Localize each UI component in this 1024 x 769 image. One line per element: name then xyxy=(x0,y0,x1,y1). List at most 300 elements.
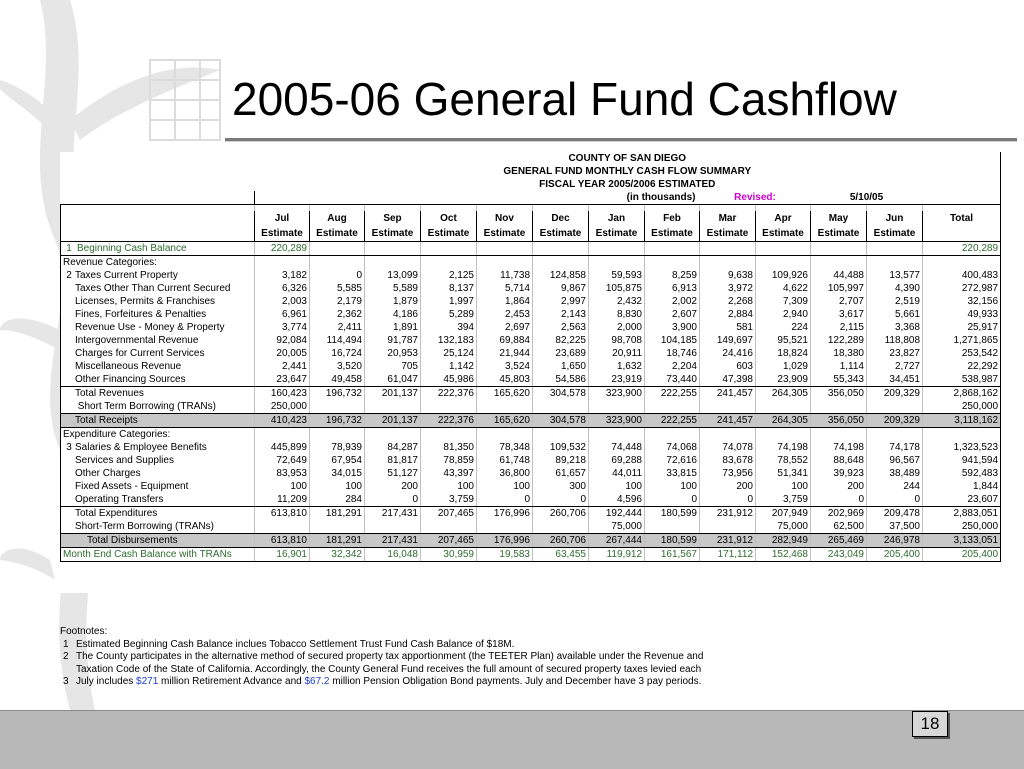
value-cell: 1,323,523 xyxy=(923,441,1001,454)
table-row xyxy=(61,295,1001,308)
row-label-cell xyxy=(61,373,255,387)
value-cell: 30,959 xyxy=(421,548,477,562)
sheet-header-row xyxy=(61,165,1001,178)
value-cell: 16,048 xyxy=(365,548,421,562)
value-cell: 9,638 xyxy=(700,269,756,282)
value-cell: 2,362 xyxy=(310,308,365,321)
value-cell: 196,732 xyxy=(310,414,365,428)
value-cell: 5,714 xyxy=(477,282,533,295)
value-cell: 7,309 xyxy=(756,295,811,308)
value-cell: 81,817 xyxy=(365,454,421,467)
value-cell: 2,115 xyxy=(811,321,867,334)
value-cell: 2,411 xyxy=(310,321,365,334)
value-cell: 2,707 xyxy=(811,295,867,308)
value-cell: 5,661 xyxy=(867,308,923,321)
value-cell: 1,271,865 xyxy=(923,334,1001,347)
value-cell: 1,650 xyxy=(533,360,589,373)
value-cell xyxy=(477,400,533,414)
cash-flow-table xyxy=(60,152,1001,562)
value-cell: 13,577 xyxy=(867,269,923,282)
value-cell: 25,124 xyxy=(421,347,477,360)
value-cell: 1,891 xyxy=(365,321,421,334)
value-cell: 3,759 xyxy=(756,493,811,507)
footnote-text: July includes xyxy=(76,676,137,688)
row-label-cell xyxy=(61,480,255,493)
value-cell: 3,774 xyxy=(255,321,310,334)
value-cell: 3,133,051 xyxy=(923,534,1001,548)
value-cell: 264,305 xyxy=(756,414,811,428)
row-label-cell xyxy=(61,360,255,373)
footnotes xyxy=(60,626,760,689)
value-cell: 253,542 xyxy=(923,347,1001,360)
value-cell: 6,326 xyxy=(255,282,310,295)
table-row xyxy=(61,534,1001,548)
value-cell: 4,596 xyxy=(589,493,645,507)
value-cell xyxy=(645,520,700,534)
value-cell xyxy=(645,400,700,414)
footnotes-heading: Footnotes: xyxy=(60,626,108,637)
value-cell xyxy=(645,242,700,256)
footnote-text: Estimated Beginning Cash Balance inclues Tobacco Settlement Trust Fund Cash Balance of $18M. xyxy=(76,638,515,650)
value-cell xyxy=(310,520,365,534)
table-row xyxy=(61,548,1001,562)
column-header-month: Feb xyxy=(645,211,700,226)
row-label: Fines, Forfeitures & Penalties xyxy=(75,309,207,320)
value-cell: 260,706 xyxy=(533,507,589,521)
value-cell: 323,900 xyxy=(589,387,645,401)
value-cell: 2,441 xyxy=(255,360,310,373)
value-cell: 603 xyxy=(700,360,756,373)
value-cell: 2,727 xyxy=(867,360,923,373)
slide-footer-bar xyxy=(0,710,1024,769)
value-cell: 74,198 xyxy=(756,441,811,454)
value-cell: 104,185 xyxy=(645,334,700,347)
value-cell: 22,292 xyxy=(923,360,1001,373)
row-label-cell xyxy=(61,414,255,428)
row-number: 3 xyxy=(66,442,72,453)
value-cell xyxy=(421,428,477,442)
column-header-row xyxy=(61,226,1001,242)
row-label: Revenue Use - Money & Property xyxy=(75,322,225,333)
value-cell: 54,586 xyxy=(533,373,589,387)
value-cell xyxy=(756,256,811,270)
table-row xyxy=(61,520,1001,534)
value-cell: 250,000 xyxy=(923,520,1001,534)
value-cell: 73,440 xyxy=(645,373,700,387)
value-cell: 3,900 xyxy=(645,321,700,334)
value-cell: 23,919 xyxy=(589,373,645,387)
value-cell: 132,183 xyxy=(421,334,477,347)
value-cell: 13,099 xyxy=(365,269,421,282)
value-cell: 100 xyxy=(310,480,365,493)
value-cell: 89,218 xyxy=(533,454,589,467)
value-cell: 2,002 xyxy=(645,295,700,308)
value-cell xyxy=(477,242,533,256)
value-cell xyxy=(867,400,923,414)
value-cell: 222,255 xyxy=(645,414,700,428)
value-cell: 33,815 xyxy=(645,467,700,480)
row-label: Total Disbursements xyxy=(87,535,178,546)
value-cell: 100 xyxy=(645,480,700,493)
value-cell xyxy=(589,256,645,270)
value-cell: 581 xyxy=(700,321,756,334)
value-cell xyxy=(365,520,421,534)
footnote-number: 2 xyxy=(63,651,69,663)
row-label-cell xyxy=(61,520,255,534)
column-header-month: May xyxy=(811,211,867,226)
value-cell xyxy=(533,428,589,442)
row-label: Month End Cash Balance with TRANs xyxy=(63,549,232,560)
footnote-number: 3 xyxy=(63,676,69,688)
column-header-month: Jun xyxy=(867,211,923,226)
value-cell: 75,000 xyxy=(756,520,811,534)
value-cell: 63,455 xyxy=(533,548,589,562)
value-cell: 61,657 xyxy=(533,467,589,480)
value-cell: 8,830 xyxy=(589,308,645,321)
value-cell: 202,969 xyxy=(811,507,867,521)
value-cell: 2,697 xyxy=(477,321,533,334)
column-header-estimate: Estimate xyxy=(421,226,477,242)
column-header-month: Total xyxy=(923,211,1001,226)
value-cell xyxy=(589,400,645,414)
footnote-text: million Pension Obligation Bond payments. July and December have 3 pay periods. xyxy=(329,676,702,688)
value-cell: 3,759 xyxy=(421,493,477,507)
footnote-number: 1 xyxy=(63,638,69,650)
row-label: Other Financing Sources xyxy=(75,374,186,385)
value-cell xyxy=(255,428,310,442)
value-cell xyxy=(365,256,421,270)
sheet-header-line: COUNTY OF SAN DIEGO xyxy=(255,152,1001,165)
column-header-month: Jan xyxy=(589,211,645,226)
value-cell: 34,015 xyxy=(310,467,365,480)
value-cell: 2,179 xyxy=(310,295,365,308)
value-cell: 3,524 xyxy=(477,360,533,373)
footnote-2-continued xyxy=(60,664,760,677)
header-spacer xyxy=(923,191,1001,205)
value-cell: 49,933 xyxy=(923,308,1001,321)
value-cell: 72,649 xyxy=(255,454,310,467)
value-cell: 83,953 xyxy=(255,467,310,480)
value-cell: 92,084 xyxy=(255,334,310,347)
value-cell: 118,808 xyxy=(867,334,923,347)
value-cell: 323,900 xyxy=(589,414,645,428)
row-label: Charges for Current Services xyxy=(75,348,205,359)
value-cell: 222,376 xyxy=(421,387,477,401)
value-cell: 201,137 xyxy=(365,414,421,428)
footnote-3 xyxy=(60,676,760,689)
footnote-1 xyxy=(60,639,760,652)
value-cell: 61,047 xyxy=(365,373,421,387)
value-cell: 74,198 xyxy=(811,441,867,454)
table-row xyxy=(61,400,1001,414)
footnote-text: million Retirement Advance and xyxy=(158,676,305,688)
value-cell: 4,622 xyxy=(756,282,811,295)
value-cell: 149,697 xyxy=(700,334,756,347)
value-cell: 394 xyxy=(421,321,477,334)
value-cell xyxy=(811,428,867,442)
value-cell: 284 xyxy=(310,493,365,507)
value-cell: 241,457 xyxy=(700,414,756,428)
value-cell xyxy=(645,256,700,270)
value-cell: 78,859 xyxy=(421,454,477,467)
footnote-amount-pension: $67.2 xyxy=(304,676,330,688)
value-cell: 105,997 xyxy=(811,282,867,295)
value-cell: 55,343 xyxy=(811,373,867,387)
value-cell: 224 xyxy=(756,321,811,334)
value-cell: 5,585 xyxy=(310,282,365,295)
cash-flow-spreadsheet xyxy=(60,152,1000,593)
value-cell: 16,724 xyxy=(310,347,365,360)
units-label: (in thousands) xyxy=(255,191,700,205)
value-cell xyxy=(365,242,421,256)
value-cell: 3,972 xyxy=(700,282,756,295)
value-cell: 21,944 xyxy=(477,347,533,360)
value-cell: 0 xyxy=(365,493,421,507)
value-cell: 1,844 xyxy=(923,480,1001,493)
value-cell: 1,029 xyxy=(756,360,811,373)
value-cell: 88,648 xyxy=(811,454,867,467)
value-cell: 250,000 xyxy=(923,400,1001,414)
value-cell: 11,209 xyxy=(255,493,310,507)
value-cell xyxy=(477,520,533,534)
value-cell xyxy=(533,256,589,270)
value-cell: 165,620 xyxy=(477,387,533,401)
value-cell: 72,616 xyxy=(645,454,700,467)
value-cell: 300 xyxy=(533,480,589,493)
value-cell: 222,255 xyxy=(645,387,700,401)
value-cell xyxy=(421,520,477,534)
column-header-spacer xyxy=(61,226,255,242)
value-cell: 217,431 xyxy=(365,534,421,548)
row-label-cell xyxy=(61,507,255,521)
value-cell: 122,289 xyxy=(811,334,867,347)
value-cell: 75,000 xyxy=(589,520,645,534)
value-cell: 100 xyxy=(756,480,811,493)
row-label-cell xyxy=(61,269,255,282)
value-cell: 356,050 xyxy=(811,414,867,428)
column-header-estimate: Estimate xyxy=(589,226,645,242)
table-row xyxy=(61,269,1001,282)
value-cell xyxy=(923,428,1001,442)
value-cell: 8,259 xyxy=(645,269,700,282)
value-cell: 0 xyxy=(533,493,589,507)
value-cell: 176,996 xyxy=(477,534,533,548)
value-cell: 69,884 xyxy=(477,334,533,347)
footnote-amount-retirement: $271 xyxy=(136,676,159,688)
value-cell xyxy=(756,242,811,256)
value-cell: 2,204 xyxy=(645,360,700,373)
value-cell xyxy=(700,428,756,442)
value-cell: 217,431 xyxy=(365,507,421,521)
table-row xyxy=(61,347,1001,360)
value-cell: 20,911 xyxy=(589,347,645,360)
value-cell: 246,978 xyxy=(867,534,923,548)
row-label: Short Term Borrowing (TRANs) xyxy=(75,401,216,412)
value-cell: 231,912 xyxy=(700,534,756,548)
value-cell: 83,678 xyxy=(700,454,756,467)
column-header-estimate: Estimate xyxy=(365,226,421,242)
value-cell: 205,400 xyxy=(923,548,1001,562)
value-cell: 32,156 xyxy=(923,295,1001,308)
value-cell xyxy=(867,428,923,442)
value-cell xyxy=(533,242,589,256)
value-cell: 265,469 xyxy=(811,534,867,548)
value-cell: 82,225 xyxy=(533,334,589,347)
column-header-month: Aug xyxy=(310,211,365,226)
value-cell: 98,708 xyxy=(589,334,645,347)
value-cell xyxy=(923,256,1001,270)
slide-title: 2005-06 General Fund Cashflow xyxy=(232,73,897,125)
table-row xyxy=(61,256,1001,270)
row-label: Beginning Cash Balance xyxy=(77,243,187,254)
value-cell: 0 xyxy=(645,493,700,507)
value-cell: 18,746 xyxy=(645,347,700,360)
row-label: Total Revenues xyxy=(75,388,144,399)
value-cell: 2,143 xyxy=(533,308,589,321)
value-cell: 400,483 xyxy=(923,269,1001,282)
table-row xyxy=(61,242,1001,256)
value-cell: 2,453 xyxy=(477,308,533,321)
header-spacer xyxy=(61,165,255,178)
row-label: Fixed Assets - Equipment xyxy=(75,481,189,492)
value-cell: 220,289 xyxy=(255,242,310,256)
column-header-month: Oct xyxy=(421,211,477,226)
value-cell: 49,458 xyxy=(310,373,365,387)
value-cell: 73,956 xyxy=(700,467,756,480)
table-row xyxy=(61,507,1001,521)
row-label: Short-Term Borrowing (TRANs) xyxy=(75,521,214,532)
row-label-cell xyxy=(61,534,255,548)
value-cell: 19,583 xyxy=(477,548,533,562)
value-cell: 78,939 xyxy=(310,441,365,454)
value-cell: 44,488 xyxy=(811,269,867,282)
value-cell: 34,451 xyxy=(867,373,923,387)
footnote-text: Taxation Code of the State of California. Accordingly, the County General Fund receives the full amount of secured property taxes levied each xyxy=(76,663,702,675)
table-row xyxy=(61,414,1001,428)
value-cell: 74,178 xyxy=(867,441,923,454)
value-cell: 613,810 xyxy=(255,507,310,521)
table-row xyxy=(61,441,1001,454)
value-cell: 181,291 xyxy=(310,507,365,521)
value-cell: 705 xyxy=(365,360,421,373)
row-label-cell xyxy=(61,387,255,401)
value-cell: 171,112 xyxy=(700,548,756,562)
value-cell: 18,824 xyxy=(756,347,811,360)
value-cell xyxy=(477,428,533,442)
value-cell: 78,348 xyxy=(477,441,533,454)
sheet-units-row xyxy=(61,191,1001,205)
column-header-estimate: Estimate xyxy=(811,226,867,242)
row-label: Total Expenditures xyxy=(75,508,158,519)
value-cell xyxy=(589,242,645,256)
value-cell: 538,987 xyxy=(923,373,1001,387)
row-label-cell xyxy=(61,400,255,414)
column-header-month: Sep xyxy=(365,211,421,226)
value-cell: 3,520 xyxy=(310,360,365,373)
value-cell: 84,287 xyxy=(365,441,421,454)
value-cell: 4,390 xyxy=(867,282,923,295)
value-cell: 51,127 xyxy=(365,467,421,480)
sheet-header-line: GENERAL FUND MONTHLY CASH FLOW SUMMARY xyxy=(255,165,1001,178)
value-cell: 267,444 xyxy=(589,534,645,548)
footnote-2 xyxy=(60,651,760,664)
value-cell: 181,291 xyxy=(310,534,365,548)
value-cell: 4,186 xyxy=(365,308,421,321)
column-header-estimate: Estimate xyxy=(700,226,756,242)
value-cell: 207,465 xyxy=(421,534,477,548)
row-label-cell xyxy=(61,347,255,360)
value-cell: 32,342 xyxy=(310,548,365,562)
value-cell: 243,049 xyxy=(811,548,867,562)
value-cell: 95,521 xyxy=(756,334,811,347)
header-spacer xyxy=(61,178,255,191)
value-cell: 3,118,162 xyxy=(923,414,1001,428)
value-cell: 37,500 xyxy=(867,520,923,534)
value-cell: 207,949 xyxy=(756,507,811,521)
value-cell xyxy=(811,256,867,270)
column-header-month: Apr xyxy=(756,211,811,226)
value-cell xyxy=(867,256,923,270)
value-cell: 1,114 xyxy=(811,360,867,373)
value-cell: 1,864 xyxy=(477,295,533,308)
value-cell: 109,532 xyxy=(533,441,589,454)
value-cell: 165,620 xyxy=(477,414,533,428)
row-label-cell xyxy=(61,454,255,467)
value-cell: 200 xyxy=(700,480,756,493)
column-header-month: Dec xyxy=(533,211,589,226)
value-cell: 9,867 xyxy=(533,282,589,295)
value-cell: 304,578 xyxy=(533,414,589,428)
value-cell: 2,997 xyxy=(533,295,589,308)
column-header-estimate: Estimate xyxy=(255,226,310,242)
value-cell xyxy=(365,400,421,414)
value-cell xyxy=(421,256,477,270)
value-cell xyxy=(811,400,867,414)
value-cell: 25,917 xyxy=(923,321,1001,334)
value-cell: 24,416 xyxy=(700,347,756,360)
row-label-cell xyxy=(61,428,255,442)
value-cell: 356,050 xyxy=(811,387,867,401)
value-cell: 220,289 xyxy=(923,242,1001,256)
row-label-cell xyxy=(61,242,255,256)
column-header-row xyxy=(61,211,1001,226)
value-cell: 2,000 xyxy=(589,321,645,334)
table-row xyxy=(61,282,1001,295)
value-cell xyxy=(867,242,923,256)
table-row xyxy=(61,493,1001,507)
revised-date: 5/10/05 xyxy=(811,191,923,205)
value-cell: 51,341 xyxy=(756,467,811,480)
sheet-header-row xyxy=(61,178,1001,191)
value-cell: 44,011 xyxy=(589,467,645,480)
row-label: Operating Transfers xyxy=(75,494,164,505)
value-cell: 124,858 xyxy=(533,269,589,282)
table-row xyxy=(61,387,1001,401)
value-cell xyxy=(255,256,310,270)
row-label-cell xyxy=(61,334,255,347)
value-cell xyxy=(811,242,867,256)
value-cell: 5,289 xyxy=(421,308,477,321)
value-cell: 91,787 xyxy=(365,334,421,347)
value-cell: 244 xyxy=(867,480,923,493)
value-cell: 74,068 xyxy=(645,441,700,454)
value-cell: 3,182 xyxy=(255,269,310,282)
value-cell: 119,912 xyxy=(589,548,645,562)
value-cell xyxy=(700,256,756,270)
row-label: Revenue Categories: xyxy=(63,257,157,268)
value-cell: 23,909 xyxy=(756,373,811,387)
value-cell: 3,617 xyxy=(811,308,867,321)
